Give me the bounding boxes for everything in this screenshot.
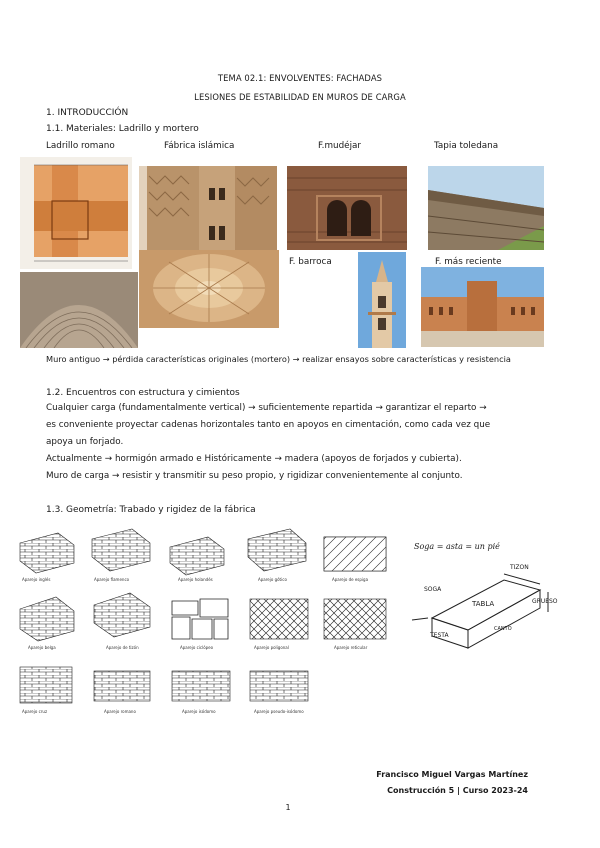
section12-line: Muro de carga → resistir y transmitir su peso propio, y rigidizar convenientemente al conjunto.	[46, 471, 463, 481]
label-tapia: Tapia toledana	[434, 141, 499, 151]
plaza-espana-photo	[421, 267, 544, 347]
brick-face-tabla: TABLA	[472, 600, 495, 608]
section12-line: es conveniente proyectar cadenas horizontales tanto en apoyos en cimentación, como cada vez que	[46, 420, 491, 430]
page-number: 1	[285, 803, 291, 812]
bond-caption: Aparejo pseudo-isódomo	[254, 709, 304, 714]
label-ladrillo-romano: Ladrillo romano	[46, 141, 115, 151]
section12-line: Cualquier carga (fundamentalmente vertical) → suficientemente repartida → garantizar el reparto →	[46, 403, 487, 413]
brick-face-testa: TESTA	[430, 632, 449, 639]
label-barroca: F. barroca	[289, 257, 332, 267]
bond-caption: Aparejo de espiga	[332, 577, 369, 582]
label-fabrica-islamica: Fábrica islámica	[164, 141, 235, 151]
footer-author: Francisco Miguel Vargas Martínez	[376, 770, 528, 779]
bond-caption: Aparejo cruz	[22, 709, 48, 714]
brick-face-grueso: GRUESO	[532, 598, 558, 605]
dome-vault-photo	[139, 250, 279, 328]
bond-caption: Aparejo gótico	[258, 577, 287, 582]
bond-caption: Aparejo reticular	[334, 645, 368, 650]
bond-caption: Aparejo romano	[104, 709, 136, 714]
page-subtitle: LESIONES DE ESTABILIDAD EN MUROS DE CARGA	[194, 92, 406, 102]
bond-caption: Aparejo flamenco	[94, 577, 130, 582]
section-heading-introduccion: 1. INTRODUCCIÓN	[46, 108, 129, 118]
bond-patterns-drawing	[18, 525, 398, 725]
section1-note: Muro antiguo → pérdida características originales (mortero) → realizar ensayos sobre características y resistencia	[46, 354, 511, 364]
brick-vault-photo	[20, 272, 138, 348]
brick-formula: Soga = asta = un pié	[414, 542, 500, 551]
mudejar-photo	[287, 166, 407, 250]
page-title: TEMA 02.1: ENVOLVENTES: FACHADAS	[217, 73, 383, 83]
bond-caption: Aparejo de tizón	[106, 645, 139, 650]
roman-brick-diagram	[20, 157, 132, 269]
brick-face-soga: SOGA	[424, 586, 442, 593]
section-heading-geometria: 1.3. Geometría: Trabado y rigidez de la fábrica	[46, 505, 256, 515]
tapia-toledana-photo	[428, 166, 544, 250]
bond-patterns-grid	[18, 525, 398, 725]
brick-face-tizon: TIZON	[510, 564, 529, 571]
section-sub-materiales: 1.1. Materiales: Ladrillo y mortero	[46, 124, 199, 134]
brick-sketch-drawing	[408, 560, 572, 656]
label-reciente: F. más reciente	[435, 257, 502, 267]
section12-line: Actualmente → hormigón armado e Históricamente → madera (apoyos de forjados y cubierta).	[46, 454, 462, 464]
bond-caption: Aparejo inglés	[22, 577, 51, 582]
bond-caption: Aparejo belga	[28, 645, 56, 650]
bond-caption: Aparejo holandés	[178, 577, 213, 582]
section-heading-encuentros: 1.2. Encuentros con estructura y cimientos	[46, 388, 240, 398]
bond-caption: Aparejo ciclópeo	[180, 645, 214, 650]
section12-line: apoya un forjado.	[46, 437, 124, 447]
section12-body	[46, 400, 490, 485]
islamic-tower-photo	[139, 166, 277, 250]
label-mudejar: F.mudéjar	[318, 141, 362, 151]
bond-caption: Aparejo isódomo	[182, 709, 216, 714]
brick-face-canto: CANTO	[494, 626, 512, 632]
brick-sketch	[408, 560, 572, 656]
baroque-tower-photo	[358, 252, 406, 348]
bond-caption: Aparejo poligonal	[254, 645, 289, 650]
footer-course: Construcción 5 | Curso 2023-24	[387, 786, 528, 795]
